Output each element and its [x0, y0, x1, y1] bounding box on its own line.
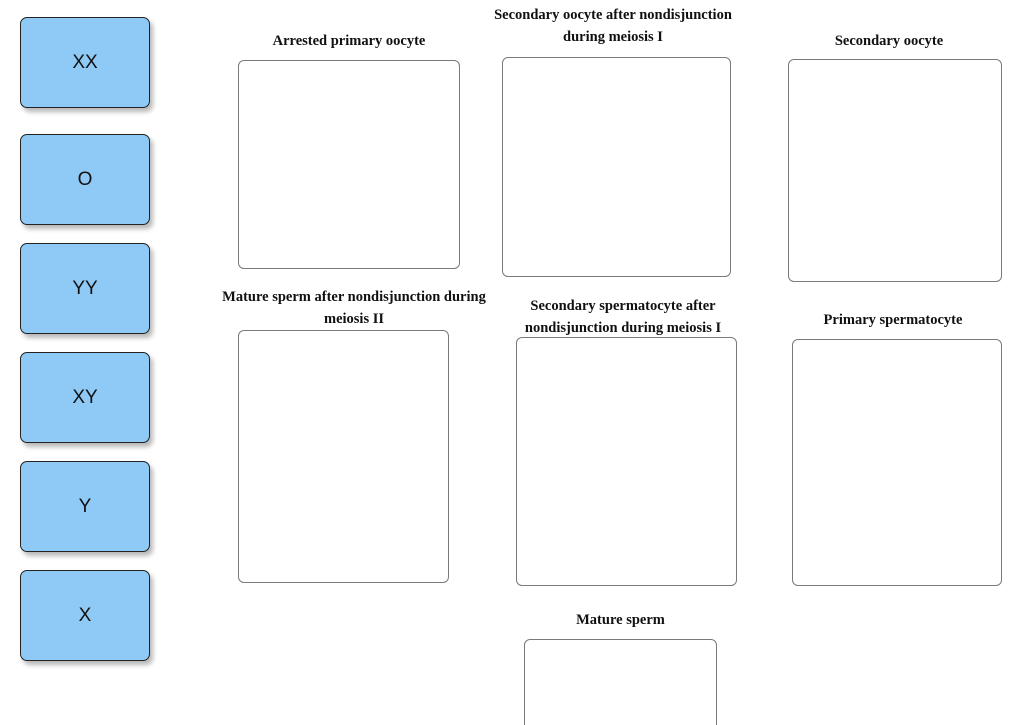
- drop-zone-mature-sperm[interactable]: [524, 639, 717, 725]
- target-label-secondary-oocyte-nondisjunction-meiosis-i: Secondary oocyte after nondisjunction during meiosis I: [494, 7, 732, 45]
- answer-tile-xx[interactable]: XX: [20, 17, 150, 108]
- target-label-secondary-oocyte: Secondary oocyte: [834, 33, 944, 49]
- answer-tile-x[interactable]: X: [20, 570, 150, 661]
- drop-zone-primary-spermatocyte[interactable]: [792, 339, 1002, 586]
- answer-tile-xy[interactable]: XY: [20, 352, 150, 443]
- drop-zone-arrested-primary-oocyte[interactable]: [238, 60, 460, 269]
- target-label-secondary-spermatocyte-nondisjunction-meiosis-i: Secondary spermatocyte after nondisjunction during meiosis I: [524, 298, 722, 336]
- answer-tile-y[interactable]: Y: [20, 461, 150, 552]
- drop-zone-mature-sperm-nondisjunction-meiosis-ii[interactable]: [238, 330, 449, 583]
- answer-tile-yy[interactable]: YY: [20, 243, 150, 334]
- drop-zone-secondary-spermatocyte-nondisjunction-meiosis-i[interactable]: [516, 337, 737, 586]
- target-label-arrested-primary-oocyte: Arrested primary oocyte: [272, 33, 426, 49]
- answer-tile-o[interactable]: O: [20, 134, 150, 225]
- drop-zone-secondary-oocyte-nondisjunction-meiosis-i[interactable]: [502, 57, 731, 277]
- drop-zone-secondary-oocyte[interactable]: [788, 59, 1002, 282]
- target-label-mature-sperm-nondisjunction-meiosis-ii: Mature sperm after nondisjunction during meiosis II: [222, 289, 486, 327]
- target-label-primary-spermatocyte: Primary spermatocyte: [823, 312, 963, 328]
- target-label-mature-sperm: Mature sperm: [576, 612, 665, 628]
